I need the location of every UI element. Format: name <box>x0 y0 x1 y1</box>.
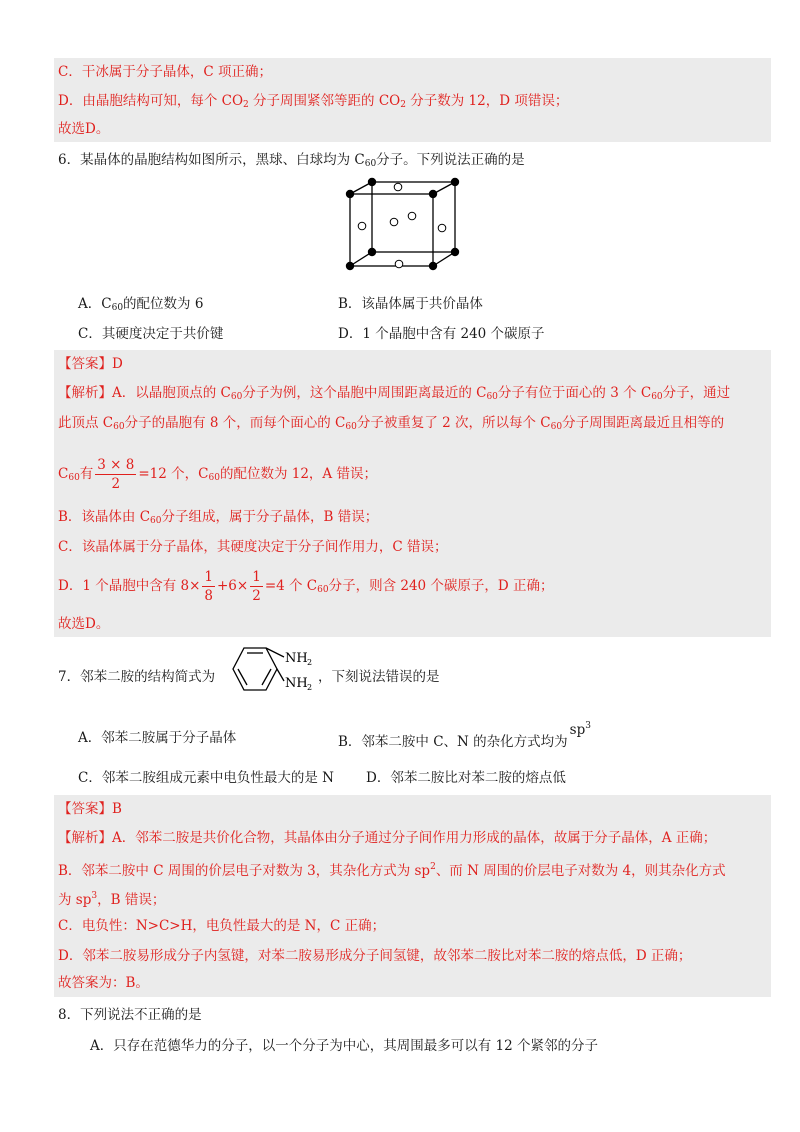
q7-exp-line-b1: B．邻苯二胺中 C 周围的价层电子对数为 3，其杂化方式为 $sp^2$、而 N 周围的价层电子对数为 4，则其杂化方式 <box>58 862 726 879</box>
q6-option-c[interactable]: C．其硬度决定于共价键 <box>78 326 224 342</box>
q7-stem-tail: ，下刻说法错误的是 <box>318 669 440 685</box>
q7-option-d[interactable]: D．邻苯二胺比对苯二胺的熔点低 <box>366 770 566 786</box>
prev-exp-line-d: D．由晶胞结构可知，每个 $CO_2$ 分子周围紧邻等距的 $CO_2$ 分子数为 12，D 项错误； <box>58 93 569 110</box>
svg-text:NH: NH <box>285 651 308 666</box>
q6-exp-line-1: 【解析】A．以晶胞顶点的 $C_{60}$分子为例，这个晶胞中周围距离最近的 $C_{60}$分子有位于面心的 3 个 $C_{60}$分子，通过 <box>58 385 731 402</box>
svg-text:NH: NH <box>285 676 308 691</box>
fraction-1-over-2: $\frac{1}{2}$ <box>252 569 261 604</box>
q6-exp-line-b: B．该晶体由 $C_{60}$分子组成，属于分子晶体，B 错误； <box>58 509 379 526</box>
q7-exp-line-b2: 为 $sp^3$，B 错误； <box>58 891 166 908</box>
q6-exp-conclusion: 故选D。 <box>58 616 110 632</box>
q6-option-b[interactable]: B．该晶体属于共价晶体 <box>338 296 483 312</box>
svg-text:2: 2 <box>307 658 313 667</box>
q6-exp-line-c: C．该晶体属于分子晶体，其硬度决定于分子间作用力，C 错误； <box>58 539 448 555</box>
q8-option-a[interactable]: A．只存在范德华力的分子，以一个分子为中心，其周围最多可以有 12 个紧邻的分子 <box>90 1038 599 1054</box>
svg-text:2: 2 <box>307 683 313 692</box>
q6-answer: 【答案】D <box>58 356 123 372</box>
q7-option-b[interactable]: B．邻苯二胺中 C、N 的杂化方式均为$sp^3$ <box>338 721 591 750</box>
q7-stem-text: 7．邻苯二胺的结构简式为 <box>58 669 216 685</box>
q7-exp-line-c: C．电负性：N>C>H，电负性最大的是 N，C 正确； <box>58 918 386 934</box>
q7-option-c[interactable]: C．邻苯二胺组成元素中电负性最大的是 N <box>78 770 334 786</box>
q7-exp-conclusion: 故答案为：B。 <box>58 975 149 991</box>
prev-exp-conclusion: 故选D。 <box>58 121 110 137</box>
q6-stem: 6．某晶体的晶胞结构如图所示，黑球、白球均为 $C_{60}$分子。下列说法正确的是 <box>58 152 525 169</box>
crystal-cell-diagram <box>336 172 466 278</box>
q6-exp-line-3: $C_{60}$有 $\frac{3 \times 8}{2}$ =12 个，$C_{60}$的配位数为 12，A 错误； <box>58 457 377 492</box>
q7-exp-line-d: D．邻苯二胺易形成分子内氢键，对苯二胺易形成分子间氢键，故邻苯二胺比对苯二胺的熔点低，D 正确； <box>58 948 692 964</box>
q7-option-a[interactable]: A．邻苯二胺属于分子晶体 <box>78 730 237 746</box>
prev-exp-line-c: C．干冰属于分子晶体，C 项正确； <box>58 64 272 80</box>
fraction-1-over-8: $\frac{1}{8}$ <box>204 569 213 604</box>
o-phenylenediamine-structure <box>222 644 322 696</box>
fraction-3x8-over-2: $\frac{3 \times 8}{2}$ <box>97 457 135 492</box>
q7-exp-line-a: 【解析】A．邻苯二胺是共价化合物，其晶体由分子通过分子间作用力形成的晶体，故属于分子晶体，A 正确； <box>58 830 717 846</box>
q6-option-d[interactable]: D．1 个晶胞中含有 240 个碳原子 <box>338 326 545 342</box>
q6-exp-line-d: D．1 个晶胞中含有 8× $\frac{1}{8}$ +6× $\frac{1}{2}$ =4 个 $C_{60}$分子，则含 240 个碳原子，D 正确； <box>58 569 554 604</box>
q6-option-a[interactable]: A．$C_{60}$的配位数为 6 <box>78 296 204 313</box>
q8-stem: 8．下列说法不正确的是 <box>58 1007 202 1023</box>
q6-exp-line-2: 此顶点 $C_{60}$分子的晶胞有 8 个，而每个面心的 $C_{60}$分子被重复了 2 次，所以每个 $C_{60}$分子周围距离最近且相等的 <box>58 415 725 432</box>
q7-answer: 【答案】B <box>58 801 122 817</box>
